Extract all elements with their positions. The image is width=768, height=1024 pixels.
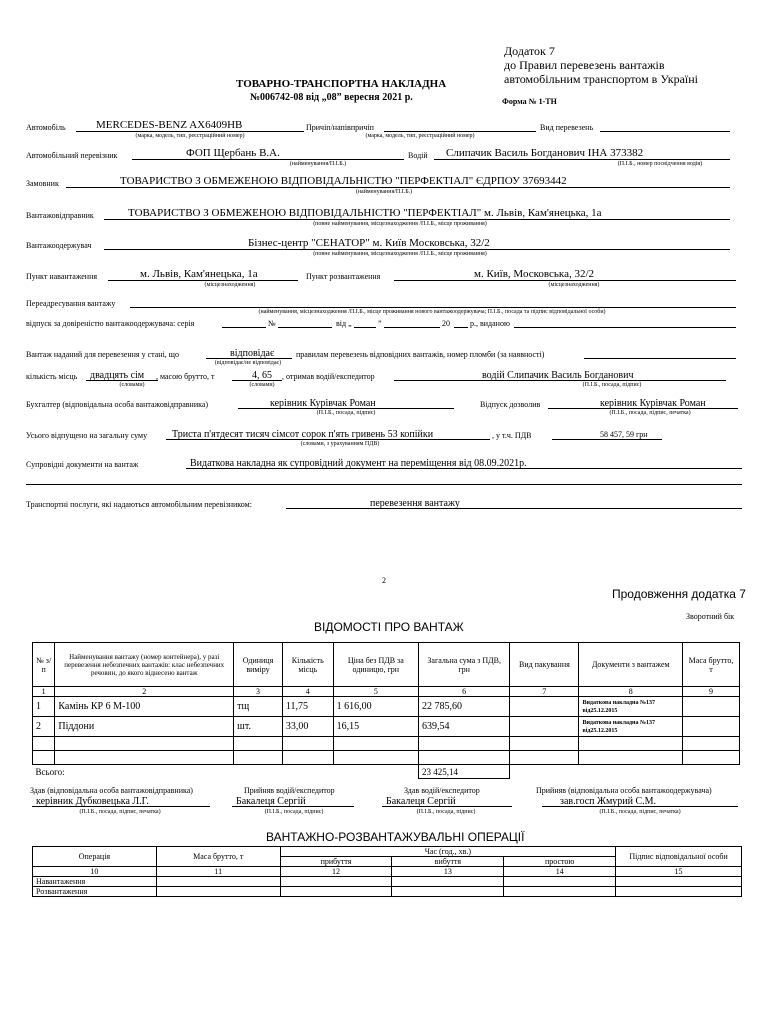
table-row [33,717,740,737]
cell-price: 1 616,00 [333,697,418,717]
consignee-caption: (повне найменування, місцезнаходження /П.І.Б., місце проживання) [313,251,487,257]
cell-mass [683,717,740,737]
signature-value: керівник Дубковецька Л.Г. [36,796,149,807]
document-number-date: №006742-08 від „08” вересня 2021 р. [250,92,413,103]
ops-col-number: 12 [280,867,392,877]
carrier-label: Автомобільний перевізник [26,151,118,160]
condition-value: відповідає [230,348,275,359]
document-title: ТОВАРНО-ТРАНСПОРТНА НАКЛАДНА [236,78,447,90]
release-text: відпуск за довіреністю вантажоодержувача: серія [26,319,195,328]
operations-table [32,846,742,897]
cell-name: Піддони [55,717,234,737]
consignee-label: Вантажоодержувач [26,241,92,250]
appendix-line1: Додаток 7 [504,44,555,58]
services-label: Транспортні послуги, які надаються автомобільним перевізником: [26,500,252,509]
places-label: кількість місць [26,372,78,381]
appendix-line3: автомобільним транспортом в Україні [504,72,699,86]
car-label: Автомобіль [26,123,66,132]
signature-title: Здав (відповідальна особа вантажовідправника) [30,786,193,795]
load-point-caption: (місцезнаходження) [204,282,256,288]
total-caption: (словами, з урахуванням ПДВ) [300,441,380,447]
cargo-total-label: Всього: [33,765,419,779]
redirect-label: Переадресування вантажу [26,299,116,308]
form-label: Форма № 1-ТН [502,97,557,106]
ops-header-sign: Підпис відповідальної особи [616,847,742,867]
accountant-caption: (П.І.Б., посада, підпис) [316,410,376,416]
ops-header-idle: простою [504,857,616,867]
cell-mass [683,697,740,717]
driver-label: Водій [408,151,428,160]
cell-unit: шт. [234,717,283,737]
page-number: 2 [382,576,386,585]
car-value: MERCEDES-BENZ AX6409HB [96,119,243,131]
ops-header-mass: Маса брутто, т [156,847,280,867]
transport-type-label: Вид перевезень [540,123,594,132]
cargo-header-cell: № з/п [33,643,55,687]
cargo-header-cell: Ціна без ПДВ за одиницю, грн [333,643,418,687]
cell-price: 16,15 [333,717,418,737]
gross-value: 4, 65 [252,370,272,381]
cargo-number-row [33,687,740,697]
docs-label: Супровідні документи на вантаж [26,460,139,469]
services-value: перевезення вантажу [370,498,460,509]
vat-value: 58 457, 59 грн [600,430,648,439]
cell-documents: Видаткова накладна №137 від25.12.2015 [579,717,683,737]
cargo-col-number: 3 [234,687,283,697]
allowed-caption: (П.І.Б., посада, підпис, печатка) [609,410,691,416]
cell-sum: 639,54 [418,717,509,737]
trailer-caption: (марка, модель, тип, реєстраційний номер) [365,133,475,139]
release-quote: ” [378,319,382,328]
condition-caption: (відповідає/не відповідає) [214,360,282,366]
unload-point-label: Пункт розвантаження [306,272,381,281]
cargo-header-cell: Загальна сума з ПДВ, грн [418,643,509,687]
cargo-total-row [33,765,740,779]
cargo-col-number: 6 [418,687,509,697]
ops-col-number: 11 [156,867,280,877]
release-number-sign: № [268,319,276,328]
cargo-header-cell: Документи з вантажем [579,643,683,687]
ops-header-operation: Операція [33,847,157,867]
cell-quantity: 33,00 [282,717,333,737]
operations-header-row [33,847,742,857]
signature-caption: (П.І.Б., посада, підпис, печатка) [79,809,161,815]
signature-value: зав.госп Жмурий С.М. [560,796,657,807]
ops-header-arrival: прибуття [280,857,392,867]
table-row [33,877,742,887]
cargo-total-value: 23 425,14 [418,765,509,779]
allowed-label: Відпуск дозволив [480,400,541,409]
cargo-col-number: 9 [683,687,740,697]
cargo-table [32,642,740,779]
rules-text: правилам перевезень відповідних вантажів, номер пломби (за наявності) [296,350,545,359]
ops-header-departure: вибуття [392,857,504,867]
cargo-header-cell: Вид пакування [510,643,579,687]
cargo-section-title: ВІДОМОСТІ ПРО ВАНТАЖ [314,620,464,634]
signature-title: Здав водій/експедитор [404,786,480,795]
cell-unit: тщ [234,697,283,717]
release-issued: р., виданою [470,319,510,328]
gross-label: , масою брутто, т [156,372,215,381]
continuation-label: Продовження додатка 7 [612,587,746,601]
load-point-label: Пункт навантаження [26,272,98,281]
release-year: 20 [442,319,450,328]
ops-col-number: 10 [33,867,157,877]
signature-caption: (П.І.Б., посада, підпис) [416,809,476,815]
unload-point-value: м. Київ, Московська, 32/2 [474,268,595,280]
places-value: двадцять сім [90,370,145,381]
cargo-col-number: 5 [333,687,418,697]
docs-value: Видаткова накладна як супровідний документ на переміщення від 08.09.2021р. [190,458,527,469]
cell-quantity: 11,75 [282,697,333,717]
cargo-header-cell: Кількість місць [282,643,333,687]
cell-sum: 22 785,60 [418,697,509,717]
cell-number: 2 [33,717,55,737]
signature-caption: (П.І.Б., посада, підпис, печатка) [599,809,681,815]
ops-col-number: 13 [392,867,504,877]
allowed-value: керівник Курівчак Роман [600,398,706,409]
condition-label: Вантаж наданий для перевезення у стані, що [26,350,179,359]
cell-number: 1 [33,697,55,717]
total-label: Усього відпущено на загальну суму [26,431,148,440]
redirect-caption: (найменування, місцезнаходження /П.І.Б., місце проживання нового вантажоодержувача; П.І.Б., посада та підпис відповідальної особи) [258,309,606,315]
signature-value: Бакалеця Сергій [236,796,306,807]
trailer-label: Причіп/напівпричіп [306,123,374,132]
cargo-col-number: 8 [579,687,683,697]
ops-row-label: Навантаження [33,877,157,887]
ops-row-label: Розвантаження [33,887,157,897]
cell-documents: Видаткова накладна №137 від25.12.2015 [579,697,683,717]
driver-caption: (П.І.Б., номер посвідчення водія) [617,161,703,167]
cargo-col-number: 4 [282,687,333,697]
signature-caption: (П.І.Б., посада, підпис) [264,809,324,815]
signature-value: Бакалеця Сергій [386,796,456,807]
shipper-caption: (повне найменування, місцезнаходження /П.І.Б., місце проживання) [313,221,487,227]
accountant-label: Бухгалтер (відповідальна особа вантажовідправника) [26,400,209,409]
cargo-header-cell: Найменування вантажу (номер контейнера), у разі перевезення небезпечних вантажів: клас небезпечних речовин, до якого віднесено вантаж [55,643,234,687]
signature-title: Прийняв водій/експедитор [244,786,335,795]
ops-header-time: Час (год., хв.) [280,847,615,857]
unload-point-caption: (місцезнаходження) [548,282,600,288]
ops-col-number: 15 [616,867,742,877]
customer-label: Замовник [26,179,59,188]
accountant-value: керівник Курівчак Роман [270,398,376,409]
table-row [33,697,740,717]
carrier-value: ФОП Щербань В.А. [186,147,280,159]
cargo-col-number: 7 [510,687,579,697]
gross-caption: (словами) [249,382,275,388]
cargo-col-number: 2 [55,687,234,697]
cell-packaging [510,717,579,737]
cell-name: Камінь КР 6 М-100 [55,697,234,717]
cargo-header-row [33,643,740,687]
table-row [33,887,742,897]
reverse-side-label: Зворотний бік [686,612,735,621]
shipper-label: Вантажовідправник [26,211,94,220]
car-caption: (марка, модель, тип, реєстраційний номер) [135,133,245,139]
signature-title: Прийняв (відповідальна особа вантажоодержувача) [536,786,712,795]
consignee-value: Бізнес-центр "СЕНАТОР" м. Київ Московська, 32/2 [248,237,490,249]
received-label: , отримав водій/експедитор [282,372,375,381]
operations-number-row [33,867,742,877]
load-point-value: м. Львів, Кам'янецька, 1а [140,268,258,280]
appendix-line2: до Правил перевезень вантажів [504,58,665,72]
operations-title: ВАНТАЖНО-РОЗВАНТАЖУВАЛЬНІ ОПЕРАЦІЇ [266,830,525,844]
customer-value: ТОВАРИСТВО З ОБМЕЖЕНОЮ ВІДПОВІДАЛЬНІСТЮ "ПЕРФЕКТІАЛ" ЄДРПОУ 37693442 [120,175,567,187]
driver-value: Слипачик Василь Богданович ІНА 373382 [446,147,644,159]
shipper-value: ТОВАРИСТВО З ОБМЕЖЕНОЮ ВІДПОВІДАЛЬНІСТЮ "ПЕРФЕКТІАЛ" м. Львів, Кам'янецька, 1а [128,207,602,219]
places-caption: (словами) [119,382,145,388]
vat-label: , у т.ч. ПДВ [492,431,532,440]
cargo-header-cell: Одиниця виміру [234,643,283,687]
total-value: Триста п'ятдесят тисяч сімсот сорок п'ять гривень 53 копійки [172,429,434,440]
table-row-empty [33,737,740,751]
release-from: від „ [336,319,352,328]
table-row-empty [33,751,740,765]
cargo-header-cell: Маса брутто, т [683,643,740,687]
carrier-caption: (найменування/П.І.Б.) [289,161,347,167]
ops-col-number: 14 [504,867,616,877]
customer-caption: (найменування/П.І.Б.) [355,189,413,195]
cargo-col-number: 1 [33,687,55,697]
received-caption: (П.І.Б., посада, підпис) [582,382,642,388]
cell-packaging [510,697,579,717]
received-value: водій Слипачик Василь Богданович [482,370,634,381]
